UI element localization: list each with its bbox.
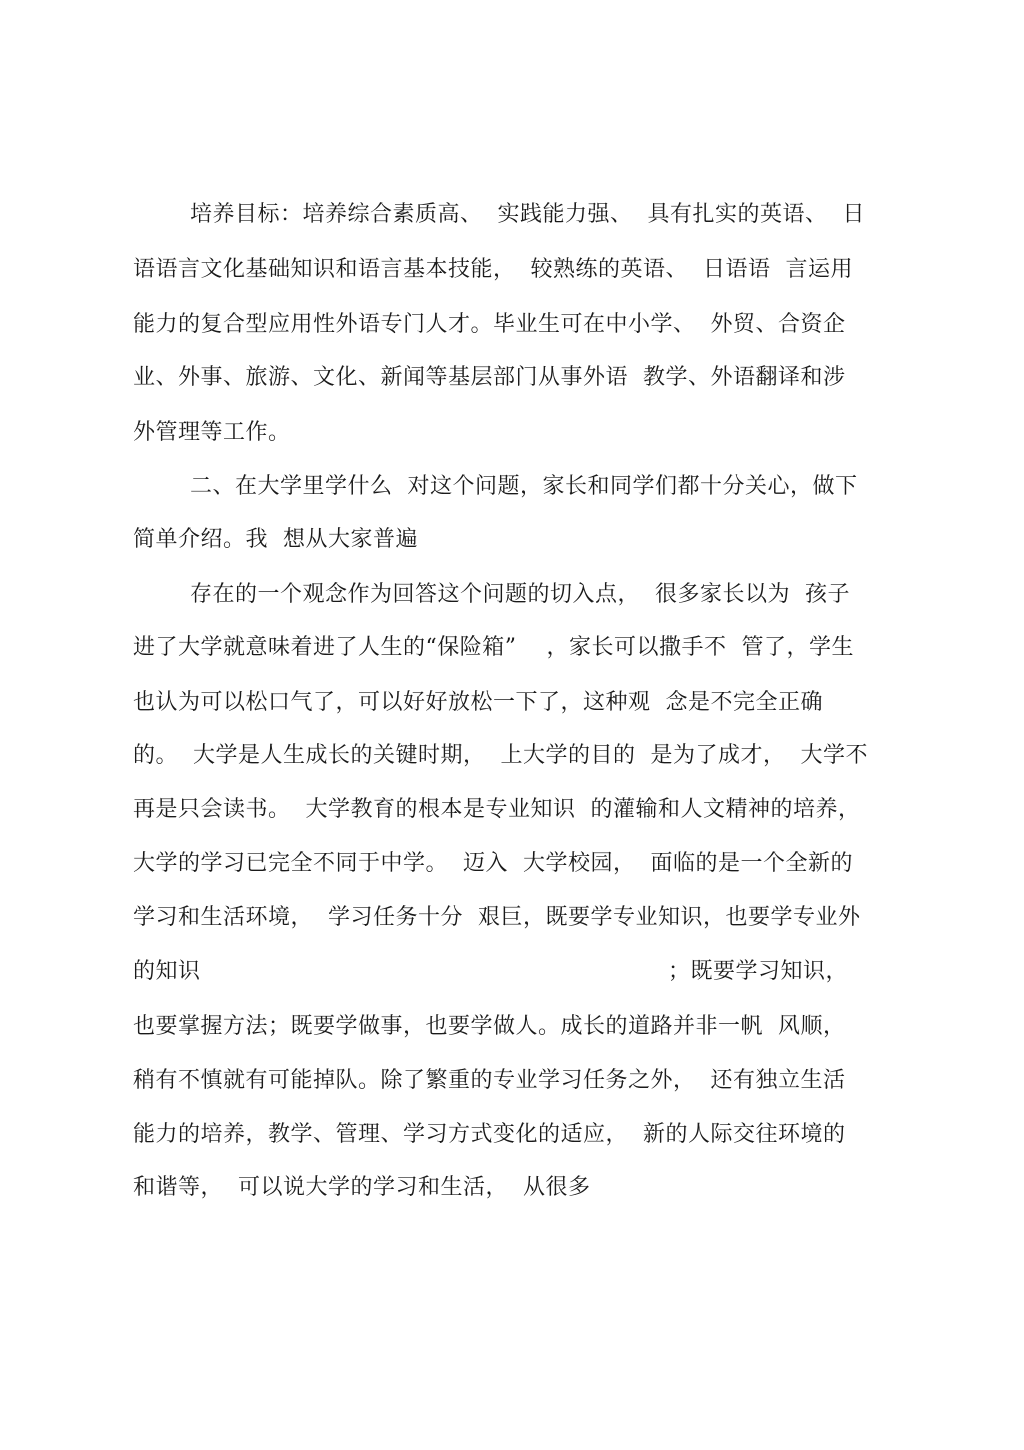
text-line: 进了大学就意味着进了人生的“保险箱” ，家长可以撒手不 管了，学生 [133, 635, 854, 660]
text-line: 业、外事、旅游、文化、新闻等基层部门从事外语 教学、外语翻译和涉 [133, 365, 846, 390]
text-line: ；既要学习知识， [668, 959, 849, 984]
text-line: 的知识 [133, 959, 201, 984]
text-line: 二、在大学里学什么 对这个问题，家长和同学们都十分关心，做下 [190, 474, 858, 499]
text-line: 存在的一个观念作为回答这个问题的切入点， 很多家长以为 孩子 [190, 582, 850, 607]
text-line: 大学的学习已完全不同于中学。 迈入 大学校园， 面临的是一个全新的 [133, 851, 853, 876]
text-line: 学习和生活环境， 学习任务十分 艰巨，既要学专业知识，也要学专业外 [133, 905, 861, 930]
text-line: 也认为可以松口气了，可以好好放松一下了，这种观 念是不完全正确 [133, 690, 823, 715]
text-line: 简单介绍。我 想从大家普遍 [133, 527, 418, 552]
text-line: 能力的培养，教学、管理、学习方式变化的适应， 新的人际交往环境的 [133, 1122, 846, 1147]
text-line: 和谐等， 可以说大学的学习和生活， 从很多 [133, 1175, 591, 1200]
text-line: 能力的复合型应用性外语专门人才。毕业生可在中小学、 外贸、合资企 [133, 312, 846, 337]
text-line: 培养目标：培养综合素质高、 实践能力强、 具有扎实的英语、 日 [190, 202, 865, 227]
text-line: 的。 大学是人生成长的关键时期， 上大学的目的 是为了成才， 大学不 [133, 743, 868, 768]
text-line: 语语言文化基础知识和语言基本技能， 较熟练的英语、 日语语 言运用 [133, 257, 853, 282]
text-line: 稍有不慎就有可能掉队。除了繁重的专业学习任务之外， 还有独立生活 [133, 1068, 846, 1093]
text-line: 也要掌握方法；既要学做事，也要学做人。成长的道路并非一帆 风顺， [133, 1014, 846, 1039]
text-line: 外管理等工作。 [133, 420, 291, 445]
text-line: 再是只会读书。 大学教育的根本是专业知识 的灌输和人文精神的培养， [133, 797, 861, 822]
